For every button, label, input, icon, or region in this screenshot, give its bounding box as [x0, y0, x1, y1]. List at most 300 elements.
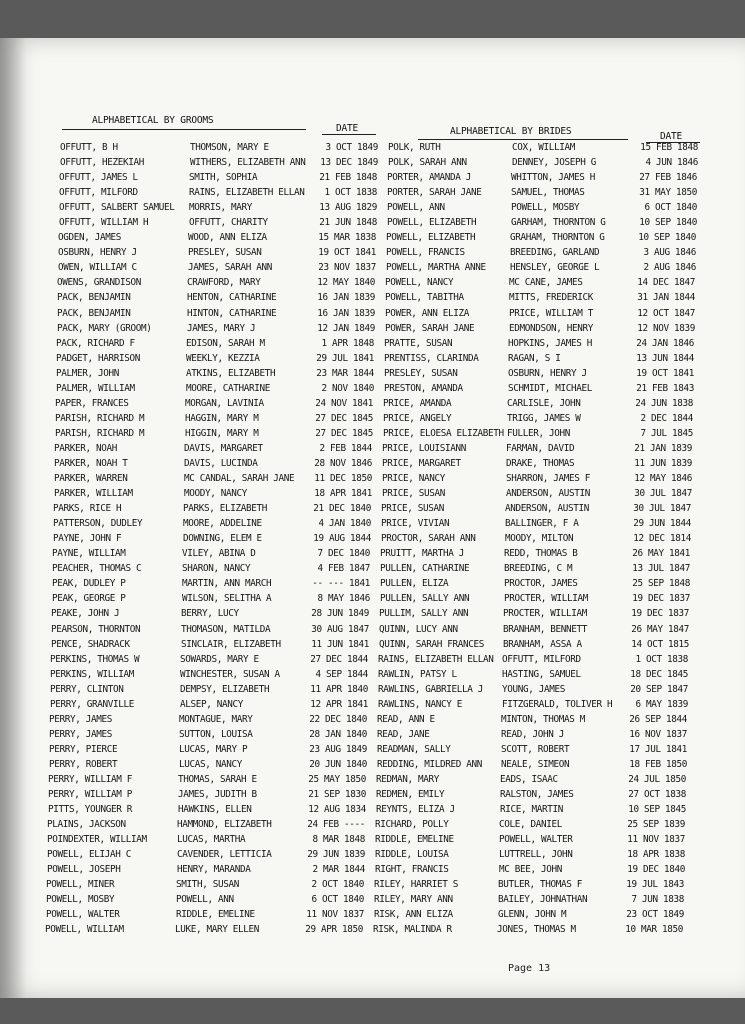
groom-name-matched: OFFUTT, MILFORD [502, 653, 581, 665]
bride-name-sorted: PRICE, LOUISIANN [382, 442, 466, 454]
bride-name-sorted: PULLEN, CATHARINE [380, 563, 470, 575]
groom-name-matched: MOODY, MILTON [505, 533, 574, 545]
marriage-records-table [0, 142, 745, 939]
marriage-date: 16 JAN 1839 [317, 307, 375, 319]
groom-name: PEACHER, THOMAS C [52, 563, 142, 575]
page-number: Page 13 [508, 963, 551, 974]
bride-name-sorted: PULLEN, SALLY ANN [380, 593, 470, 605]
bride-name: RAINS, ELIZABETH ELLAN [189, 187, 305, 199]
bride-name-sorted: POWELL, MARTHA ANNE [386, 262, 486, 274]
bride-name-sorted: PRATTE, SUSAN [384, 337, 453, 349]
groom-name-matched: EADS, ISAAC [500, 773, 558, 785]
bride-name: HINTON, CATHARINE [187, 307, 277, 319]
table-row [0, 368, 741, 383]
header-grooms-underline [62, 129, 306, 130]
groom-name: OFFUTT, JAMES L [59, 172, 138, 184]
groom-name-matched: POWELL, WALTER [499, 834, 573, 846]
marriage-date: 2 NOV 1840 [321, 382, 374, 394]
table-row [0, 247, 743, 262]
groom-name-matched: SHARRON, JAMES F [506, 473, 590, 485]
bride-name: JAMES, MARY J [187, 322, 256, 334]
groom-name: PARISH, RICHARD M [55, 427, 145, 439]
bride-name-sorted: RILEY, HARRIET S [374, 879, 458, 891]
bride-name-sorted: POWELL, FRANCIS [386, 247, 465, 259]
marriage-date-sorted: 12 NOV 1839 [637, 322, 695, 334]
marriage-date: 28 JUN 1849 [311, 608, 369, 620]
groom-name-matched: ANDERSON, AUSTIN [505, 503, 589, 515]
table-row [0, 383, 741, 398]
marriage-date-sorted: 21 JAN 1839 [634, 442, 692, 454]
groom-name-matched: WHITTON, JAMES H [511, 172, 595, 184]
groom-name-matched: BUTLER, THOMAS F [498, 879, 582, 891]
bride-name: PARKS, ELIZABETH [183, 503, 267, 515]
table-row [0, 714, 734, 729]
marriage-date: 18 APR 1841 [314, 488, 372, 500]
groom-name-matched: YOUNG, JAMES [502, 683, 565, 695]
marriage-date: 22 DEC 1840 [309, 713, 367, 725]
groom-name-matched: MINTON, THOMAS M [501, 713, 585, 725]
table-row [0, 593, 737, 608]
groom-name: PADGET, HARRISON [56, 352, 140, 364]
table-row [0, 503, 738, 518]
table-row [0, 879, 731, 894]
groom-name: PERRY, GRANVILLE [50, 698, 134, 710]
marriage-date-sorted: 19 DEC 1837 [631, 608, 689, 620]
marriage-date: 1 OCT 1838 [324, 187, 377, 199]
groom-name-matched: BREEDING, GARLAND [510, 247, 600, 259]
marriage-date: 16 JAN 1839 [317, 292, 375, 304]
marriage-date-sorted: 31 MAY 1850 [639, 187, 697, 199]
groom-name-matched: POWELL, MOSBY [511, 202, 580, 214]
marriage-date: 4 JAN 1840 [318, 518, 371, 530]
marriage-date-sorted: 10 SEP 1840 [639, 217, 697, 229]
marriage-date: 21 FEB 1848 [319, 172, 377, 184]
table-row [0, 338, 741, 353]
marriage-date-sorted: 24 JUN 1838 [635, 397, 693, 409]
groom-name: PALMER, WILLIAM [56, 382, 135, 394]
groom-name: OWEN, WILLIAM C [58, 262, 137, 274]
marriage-date-sorted: 15 FEB 1848 [640, 142, 698, 153]
groom-name: PERRY, JAMES [49, 713, 112, 725]
marriage-date: 11 APR 1840 [310, 683, 368, 695]
bride-name: MC CANDAL, SARAH JANE [184, 473, 295, 485]
bride-name-sorted: REDMAN, MARY [376, 773, 439, 785]
bride-name: DAVIS, MARGARET [184, 442, 263, 454]
groom-name: OFFUTT, B H [60, 142, 118, 153]
bride-name: BERRY, LUCY [181, 608, 239, 620]
marriage-date-sorted: 19 JUL 1843 [626, 879, 684, 891]
bride-name: THOMSON, MARY E [190, 142, 269, 153]
bride-name-sorted: POWELL, ELIZABETH [386, 232, 476, 244]
groom-name-matched: PROCTER, WILLIAM [503, 608, 587, 620]
bride-name: MOORE, CATHARINE [186, 382, 270, 394]
bride-name: SUTTON, LOUISA [179, 728, 253, 740]
table-row [0, 699, 735, 714]
groom-name-matched: PRICE, WILLIAM T [509, 307, 593, 319]
table-row [0, 473, 739, 488]
marriage-date: 11 JUN 1841 [311, 638, 369, 650]
marriage-date-sorted: 6 OCT 1840 [644, 202, 697, 214]
groom-name: PERKINS, WILLIAM [50, 668, 134, 680]
marriage-date: 28 JAN 1840 [309, 728, 367, 740]
header-date-1-underline [322, 134, 376, 135]
table-row [0, 819, 732, 834]
marriage-date: 12 MAY 1840 [317, 277, 375, 289]
marriage-date: 28 NOV 1846 [314, 457, 372, 469]
groom-name-matched: GRAHAM, THORNTON G [510, 232, 605, 244]
groom-name: PEAKE, JOHN J [51, 608, 120, 620]
bride-name: HAGGIN, MARY M [185, 412, 259, 424]
marriage-date-sorted: 30 JUL 1847 [634, 488, 692, 500]
bride-name: WEEKLY, KEZZIA [186, 352, 260, 364]
groom-name: OFFUTT, WILLIAM H [59, 217, 149, 229]
bride-name-sorted: PRICE, ELOESA ELIZABETH [383, 427, 504, 439]
groom-name: POWELL, MOSBY [46, 894, 115, 906]
table-row [0, 443, 739, 458]
table-row [0, 277, 742, 292]
marriage-date-sorted: 17 JUL 1841 [629, 743, 687, 755]
table-row [0, 353, 741, 368]
marriage-date-sorted: 20 SEP 1847 [630, 683, 688, 695]
groom-name: PAPER, FRANCES [55, 397, 129, 409]
groom-name-matched: DRAKE, THOMAS [506, 457, 575, 469]
table-row [0, 894, 731, 909]
groom-name-matched: NEALE, SIMEON [501, 758, 570, 770]
groom-name-matched: CARLISLE, JOHN [507, 397, 581, 409]
groom-name-matched: GARHAM, THORNTON G [511, 217, 606, 229]
groom-name: PACK, RICHARD F [56, 337, 135, 349]
groom-name-matched: BRANHAM, ASSA A [503, 638, 582, 650]
groom-name: PACK, MARY (GROOM) [57, 322, 152, 334]
marriage-date: 6 OCT 1840 [311, 894, 364, 906]
marriage-date-sorted: 4 JUN 1846 [645, 157, 698, 169]
marriage-date-sorted: 19 DEC 1837 [632, 593, 690, 605]
bride-name-sorted: PRUITT, MARTHA J [380, 548, 464, 560]
bride-name: THOMASON, MATILDA [181, 623, 271, 635]
marriage-date-sorted: 12 MAY 1846 [634, 473, 692, 485]
marriage-date-sorted: 21 FEB 1843 [636, 382, 694, 394]
bride-name: SHARON, NANCY [182, 563, 251, 575]
marriage-date: 24 NOV 1841 [315, 397, 373, 409]
bride-name: HENTON, CATHARINE [187, 292, 277, 304]
groom-name: PARKS, RICE H [53, 503, 122, 515]
bride-name: EDISON, SARAH M [186, 337, 265, 349]
bride-name-sorted: POWER, SARAH JANE [385, 322, 475, 334]
groom-name: PLAINS, JACKSON [47, 819, 126, 831]
table-row [0, 428, 740, 443]
table-row [0, 323, 742, 338]
bride-name-sorted: PULLEN, ELIZA [380, 578, 449, 590]
bride-name-sorted: RISK, MALINDA R [373, 924, 452, 936]
marriage-date: 12 JAN 1849 [317, 322, 375, 334]
groom-name-matched: TRIGG, JAMES W [507, 412, 581, 424]
marriage-date: 21 JUN 1848 [319, 217, 377, 229]
groom-name-matched: BREEDING, C M [504, 563, 573, 575]
marriage-date-sorted: 26 MAY 1841 [632, 548, 690, 560]
marriage-date: 27 DEC 1844 [310, 653, 368, 665]
bride-name-sorted: QUINN, SARAH FRANCES [379, 638, 484, 650]
marriage-date: 29 APR 1850 [305, 924, 363, 936]
marriage-date: 11 NOV 1837 [306, 909, 364, 921]
marriage-date-sorted: 2 AUG 1846 [643, 262, 696, 274]
bride-name-sorted: RIGHT, FRANCIS [375, 864, 449, 876]
header-grooms: ALPHABETICAL BY GROOMS [92, 115, 214, 126]
bride-name-sorted: PULLIM, SALLY ANN [379, 608, 469, 620]
marriage-date-sorted: 11 NOV 1837 [627, 834, 685, 846]
bride-name-sorted: PRESTON, AMANDA [384, 382, 463, 394]
marriage-date: 4 FEB 1847 [317, 563, 370, 575]
marriage-date: 20 JUN 1840 [309, 758, 367, 770]
table-row [0, 308, 742, 323]
groom-name: PAYNE, JOHN F [53, 533, 122, 545]
groom-name-matched: FITZGERALD, TOLIVER H [502, 698, 613, 710]
groom-name-matched: SCOTT, ROBERT [501, 743, 570, 755]
table-row [0, 639, 736, 654]
marriage-date-sorted: 31 JAN 1844 [637, 292, 695, 304]
table-row [0, 924, 730, 939]
groom-name-matched: SAMUEL, THOMAS [511, 187, 585, 199]
bride-name: ALSEP, NANCY [180, 698, 243, 710]
table-row [0, 909, 731, 924]
groom-name-matched: SCHMIDT, MICHAEL [508, 382, 592, 394]
bride-name: JAMES, JUDITH B [178, 789, 257, 801]
bride-name: MOODY, NANCY [184, 488, 247, 500]
bride-name-sorted: QUINN, LUCY ANN [379, 623, 458, 635]
groom-name-matched: DENNEY, JOSEPH G [512, 157, 596, 169]
bride-name-sorted: POWELL, ELIZABETH [387, 217, 477, 229]
marriage-date-sorted: 13 JUL 1847 [632, 563, 690, 575]
marriage-date: 23 MAR 1844 [316, 367, 374, 379]
groom-name: PACK, BENJAMIN [57, 292, 131, 304]
bride-name-sorted: RIDDLE, LOUISA [375, 849, 449, 861]
marriage-date: 2 OCT 1840 [311, 879, 364, 891]
marriage-date-sorted: 18 DEC 1845 [630, 668, 688, 680]
groom-name-matched: GLENN, JOHN M [498, 909, 567, 921]
marriage-date-sorted: 12 DEC 1814 [633, 533, 691, 545]
bride-name: SINCLAIR, ELIZABETH [181, 638, 281, 650]
table-row [0, 398, 740, 413]
bride-name: LUKE, MARY ELLEN [175, 924, 259, 936]
bride-name: POWELL, ANN [176, 894, 234, 906]
marriage-date: 29 JUN 1839 [307, 849, 365, 861]
bride-name-sorted: REDMEN, EMILY [376, 789, 445, 801]
bride-name: VILEY, ABINA D [182, 548, 256, 560]
marriage-date: 11 DEC 1850 [314, 473, 372, 485]
marriage-date-sorted: 13 JUN 1844 [636, 352, 694, 364]
groom-name-matched: COX, WILLIAM [512, 142, 575, 153]
marriage-date-sorted: 18 APR 1838 [627, 849, 685, 861]
bride-name: SOWARDS, MARY E [180, 653, 259, 665]
table-row [0, 774, 733, 789]
table-row [0, 518, 738, 533]
groom-name: POWELL, MINER [46, 879, 115, 891]
marriage-date-sorted: 10 SEP 1845 [628, 804, 686, 816]
bride-name: HIGGIN, MARY M [185, 427, 259, 439]
marriage-date-sorted: 6 MAY 1839 [635, 698, 688, 710]
marriage-date: 21 SEP 1830 [308, 789, 366, 801]
bride-name: WILSON, SELITHA A [182, 593, 272, 605]
groom-name: POWELL, ELIJAH C [47, 849, 131, 861]
groom-name-matched: ANDERSON, AUSTIN [506, 488, 590, 500]
groom-name: PATTERSON, DUDLEY [53, 518, 143, 530]
marriage-date-sorted: 16 NOV 1837 [629, 728, 687, 740]
bride-name: JAMES, SARAH ANN [188, 262, 272, 274]
marriage-date-sorted: 14 DEC 1847 [637, 277, 695, 289]
groom-name: PEARSON, THORNTON [51, 623, 141, 635]
bride-name-sorted: RAINS, ELIZABETH ELLAN [378, 653, 494, 665]
groom-name-matched: FARMAN, DAVID [506, 442, 575, 454]
marriage-date: 7 DEC 1840 [317, 548, 370, 560]
table-row [0, 413, 740, 428]
groom-name-matched: HASTING, SAMUEL [502, 668, 581, 680]
groom-name-matched: MITTS, FREDERICK [509, 292, 593, 304]
groom-name-matched: PROCTER, WILLIAM [504, 593, 588, 605]
marriage-date: 13 AUG 1829 [319, 202, 377, 214]
groom-name: OSBURN, HENRY J [58, 247, 137, 259]
table-row [0, 172, 744, 187]
marriage-date-sorted: 26 SEP 1844 [629, 713, 687, 725]
groom-name: PACK, BENJAMIN [57, 307, 131, 319]
marriage-date: 27 DEC 1845 [315, 412, 373, 424]
table-row [0, 217, 744, 232]
groom-name: OFFUTT, MILFORD [59, 187, 138, 199]
bride-name-sorted: READ, JANE [377, 728, 430, 740]
bride-name-sorted: PRICE, AMANDA [383, 397, 452, 409]
bride-name: CAVENDER, LETTICIA [177, 849, 272, 861]
groom-name-matched: BRANHAM, BENNETT [503, 623, 587, 635]
bride-name-sorted: PRICE, ANGELY [383, 412, 452, 424]
marriage-date: 8 MAY 1846 [317, 593, 370, 605]
marriage-date: 3 OCT 1849 [325, 142, 378, 153]
marriage-date: 15 MAR 1838 [318, 232, 376, 244]
table-row [0, 849, 732, 864]
table-row [0, 533, 738, 548]
groom-name: POWELL, JOSEPH [47, 864, 121, 876]
marriage-date-sorted: 27 OCT 1838 [628, 789, 686, 801]
table-row [0, 624, 736, 639]
bride-name-sorted: PRICE, SUSAN [381, 503, 444, 515]
bride-name-sorted: PRICE, NANCY [382, 473, 445, 485]
bride-name: WINCHESTER, SUSAN A [180, 668, 280, 680]
header-date-2: DATE [660, 131, 683, 142]
bride-name-sorted: RICHARD, POLLY [375, 819, 449, 831]
bride-name-sorted: POWELL, NANCY [385, 277, 454, 289]
bride-name: LUCAS, NANCY [179, 758, 242, 770]
groom-name-matched: COLE, DANIEL [499, 819, 562, 831]
document-page [0, 38, 745, 998]
bride-name: PRESLEY, SUSAN [188, 247, 262, 259]
marriage-date: 19 AUG 1844 [313, 533, 371, 545]
table-row [0, 608, 736, 623]
marriage-date-sorted: 7 JUL 1845 [640, 427, 693, 439]
table-row [0, 142, 745, 157]
groom-name: POINDEXTER, WILLIAM [47, 834, 147, 846]
marriage-date-sorted: 23 OCT 1849 [626, 909, 684, 921]
groom-name: PAYNE, WILLIAM [52, 548, 126, 560]
groom-name-matched: RICE, MARTIN [500, 804, 563, 816]
groom-name-matched: BAILEY, JOHNATHAN [498, 894, 588, 906]
marriage-date-sorted: 10 SEP 1840 [638, 232, 696, 244]
bride-name: WOOD, ANN ELIZA [188, 232, 267, 244]
table-row [0, 744, 734, 759]
groom-name-matched: LUTTRELL, JOHN [499, 849, 573, 861]
marriage-date-sorted: 19 OCT 1841 [636, 367, 694, 379]
table-row [0, 789, 733, 804]
table-row [0, 834, 732, 849]
marriage-date-sorted: 24 JAN 1846 [636, 337, 694, 349]
bride-name-sorted: PORTER, SARAH JANE [387, 187, 482, 199]
groom-name: OFFUTT, SALBERT SAMUEL [59, 202, 175, 214]
marriage-date: 23 NOV 1837 [318, 262, 376, 274]
groom-name: PERRY, WILLIAM P [48, 789, 132, 801]
marriage-date: 19 OCT 1841 [318, 247, 376, 259]
bride-name-sorted: PRENTISS, CLARINDA [384, 352, 479, 364]
marriage-date-sorted: 27 FEB 1846 [639, 172, 697, 184]
bride-name-sorted: POWER, ANN ELIZA [385, 307, 469, 319]
bride-name-sorted: RAWLINS, GABRIELLA J [378, 683, 483, 695]
marriage-date-sorted: 12 OCT 1847 [637, 307, 695, 319]
groom-name: PARKER, WARREN [54, 473, 128, 485]
groom-name-matched: EDMONDSON, HENRY [509, 322, 593, 334]
bride-name: WITHERS, ELIZABETH ANN [190, 157, 306, 169]
groom-name-matched: MC BEE, JOHN [499, 864, 562, 876]
marriage-date-sorted: 19 DEC 1840 [627, 864, 685, 876]
table-row [0, 578, 737, 593]
groom-name-matched: RAGAN, S I [508, 352, 561, 364]
groom-name: PERRY, PIERCE [49, 743, 118, 755]
bride-name-sorted: PROCTOR, SARAH ANN [381, 533, 476, 545]
groom-name: PERRY, WILLIAM F [48, 773, 132, 785]
groom-name: POWELL, WALTER [46, 909, 120, 921]
groom-name-matched: REDD, THOMAS B [504, 548, 578, 560]
marriage-date-sorted: 24 JUL 1850 [628, 773, 686, 785]
bride-name-sorted: REYNTS, ELIZA J [376, 804, 455, 816]
table-row [0, 292, 742, 307]
groom-name-matched: HOPKINS, JAMES H [508, 337, 592, 349]
bride-name: THOMAS, SARAH E [178, 773, 257, 785]
bride-name: RIDDLE, EMELINE [176, 909, 255, 921]
marriage-date: 8 MAR 1848 [312, 834, 365, 846]
table-row [0, 548, 737, 563]
marriage-date: 21 DEC 1840 [313, 503, 371, 515]
bride-name-sorted: REDDING, MILDRED ANN [377, 758, 482, 770]
marriage-date-sorted: 26 MAY 1847 [631, 623, 689, 635]
bride-name: MARTIN, ANN MARCH [182, 578, 272, 590]
groom-name-matched: JONES, THOMAS M [497, 924, 576, 936]
bride-name-sorted: READ, ANN E [377, 713, 435, 725]
marriage-date: 12 APR 1841 [310, 698, 368, 710]
bride-name: LUCAS, MARY P [179, 743, 248, 755]
groom-name: PALMER, JOHN [56, 367, 119, 379]
bride-name: MORGAN, LAVINIA [185, 397, 264, 409]
bride-name-sorted: RILEY, MARY ANN [374, 894, 453, 906]
bride-name: SMITH, SUSAN [176, 879, 239, 891]
marriage-date-sorted: 18 FEB 1850 [629, 758, 687, 770]
groom-name: PARKER, NOAH T [54, 457, 128, 469]
table-row [0, 187, 744, 202]
bride-name: LUCAS, MARTHA [177, 834, 246, 846]
marriage-date-sorted: 3 AUG 1846 [643, 247, 696, 259]
bride-name-sorted: RISK, ANN ELIZA [374, 909, 453, 921]
groom-name: PEAK, GEORGE P [52, 593, 126, 605]
bride-name-sorted: PRICE, VIVIAN [381, 518, 450, 530]
groom-name-matched: MC CANE, JAMES [509, 277, 583, 289]
marriage-date-sorted: 14 OCT 1815 [631, 638, 689, 650]
groom-name: PARISH, RICHARD M [55, 412, 145, 424]
bride-name: DAVIS, LUCINDA [184, 457, 258, 469]
groom-name-matched: FULLER, JOHN [507, 427, 570, 439]
table-row [0, 864, 732, 879]
